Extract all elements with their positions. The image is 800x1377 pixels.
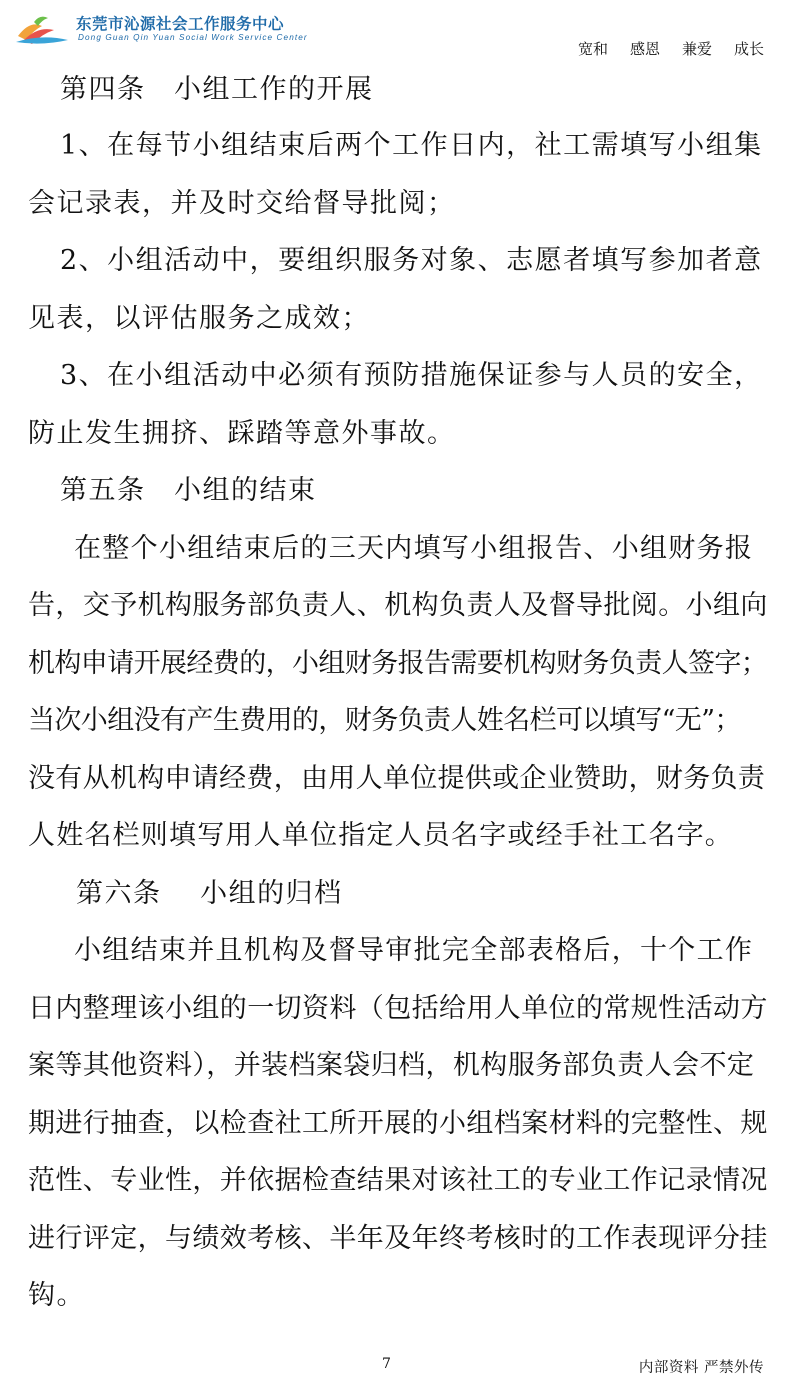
paragraph-line: 会记录表，并及时交给督导批阅；: [28, 188, 456, 219]
paragraph-line: 钩。: [28, 1280, 85, 1311]
paragraph-line: 小组结束并且机构及督导审批完全部表格后，十个工作: [74, 935, 754, 966]
paragraph-line: 日内整理该小组的一切资料（包括给用人单位的常规性活动方: [28, 993, 768, 1024]
paragraph-line: 2、小组活动中，要组织服务对象、志愿者填写参加者意: [60, 245, 763, 276]
paragraph-line: 人姓名栏则填写用人单位指定人员名字或经手社工名字。: [28, 820, 733, 851]
paragraph-line: 没有从机构申请经费，由用人单位提供或企业赞助，财务负责: [28, 763, 766, 794]
organization-name-en: Dong Guan Qin Yuan Social Work Service Center: [78, 33, 308, 42]
page-header: [0, 0, 800, 60]
organization-values: [578, 38, 764, 59]
section-heading: 第六条 小组的归档: [76, 878, 343, 909]
value-item: 感恩: [629, 40, 660, 58]
paragraph-line: 防止发生拥挤、踩踏等意外事故。: [28, 418, 456, 449]
organization-logo-icon: [12, 12, 72, 48]
value-item: 宽和: [577, 40, 608, 58]
paragraph-line: 1、在每节小组结束后两个工作日内，社工需填写小组集: [60, 130, 763, 161]
page-number: 7: [382, 1356, 391, 1372]
value-item: 成长: [733, 40, 764, 58]
section-heading: 第五条 小组的结束: [60, 475, 317, 506]
paragraph-line: 告，交予机构服务部负责人、机构负责人及督导批阅。小组向: [28, 590, 768, 621]
paragraph-line: 范性、专业性，并依据检查结果对该社工的专业工作记录情况: [28, 1165, 768, 1196]
paragraph-line: 3、在小组活动中必须有预防措施保证参与人员的安全，: [60, 360, 763, 391]
paragraph-line: 进行评定，与绩效考核、半年及年终考核时的工作表现评分挂: [28, 1223, 768, 1254]
organization-name-cn: 东莞市沁源社会工作服务中心: [76, 15, 285, 33]
confidential-notice: 内部资料 严禁外传: [638, 1360, 764, 1376]
section-heading: 第四条 小组工作的开展: [60, 74, 374, 105]
paragraph-line: 见表，以评估服务之成效；: [28, 303, 370, 334]
paragraph-line: 当次小组没有产生费用的，财务负责人姓名栏可以填写“无”；: [28, 705, 741, 736]
paragraph-line: 期进行抽查，以检查社工所开展的小组档案材料的完整性、规: [28, 1108, 768, 1139]
paragraph-line: 在整个小组结束后的三天内填写小组报告、小组财务报: [74, 533, 754, 564]
paragraph-line: 案等其他资料），并装档案袋归档，机构服务部负责人会不定: [28, 1050, 755, 1081]
paragraph-line: 机构申请开展经费的，小组财务报告需要机构财务负责人签字；: [28, 648, 768, 679]
value-item: 兼爱: [681, 40, 712, 58]
